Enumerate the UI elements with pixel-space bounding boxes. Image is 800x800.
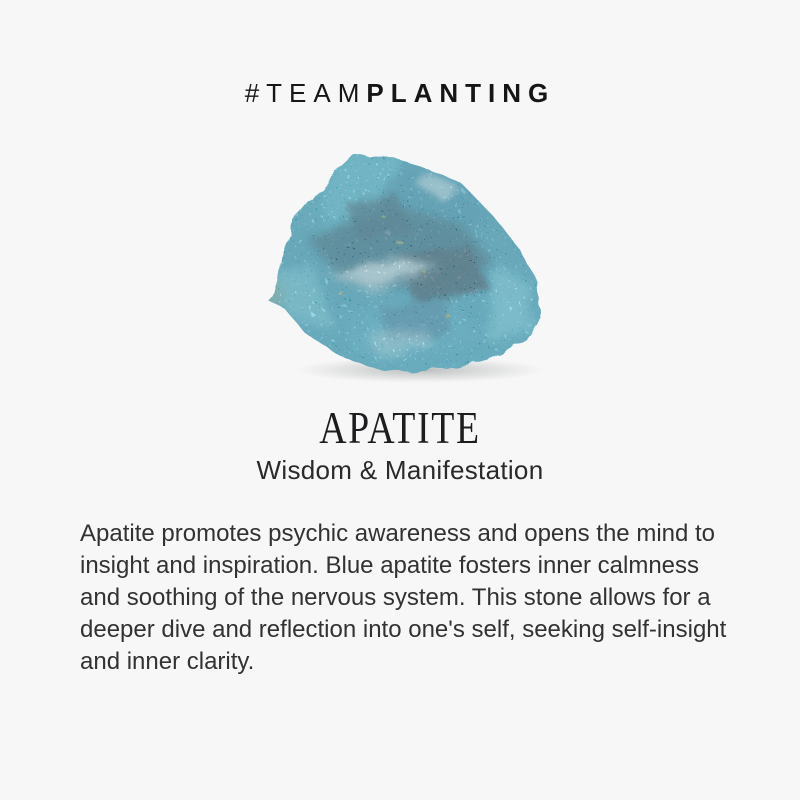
description-line-3: and soothing of the nervous system. This stone allows for a bbox=[80, 584, 711, 611]
stone-description bbox=[80, 518, 745, 678]
brand-hashtag-bold: PLANTING bbox=[366, 78, 556, 108]
description-line-1: Apatite promotes psychic awareness and opens the mind to bbox=[80, 520, 716, 547]
description-line-2: insight and inspiration. Blue apatite fosters inner calmness bbox=[80, 552, 700, 579]
stone-tagline: Wisdom & Manifestation bbox=[256, 455, 544, 485]
description-line-4: deeper dive and reflection into one's self, seeking self-insight bbox=[80, 616, 727, 643]
description-line-5: and inner clarity. bbox=[80, 648, 255, 675]
apatite-stone-photo bbox=[248, 146, 558, 391]
stone-name-title: APATITE bbox=[319, 403, 481, 453]
apatite-stone-image bbox=[248, 146, 558, 391]
stone-body bbox=[248, 146, 558, 391]
brand-hashtag bbox=[0, 78, 800, 109]
brand-hashtag-regular: #TEAM bbox=[244, 78, 367, 108]
